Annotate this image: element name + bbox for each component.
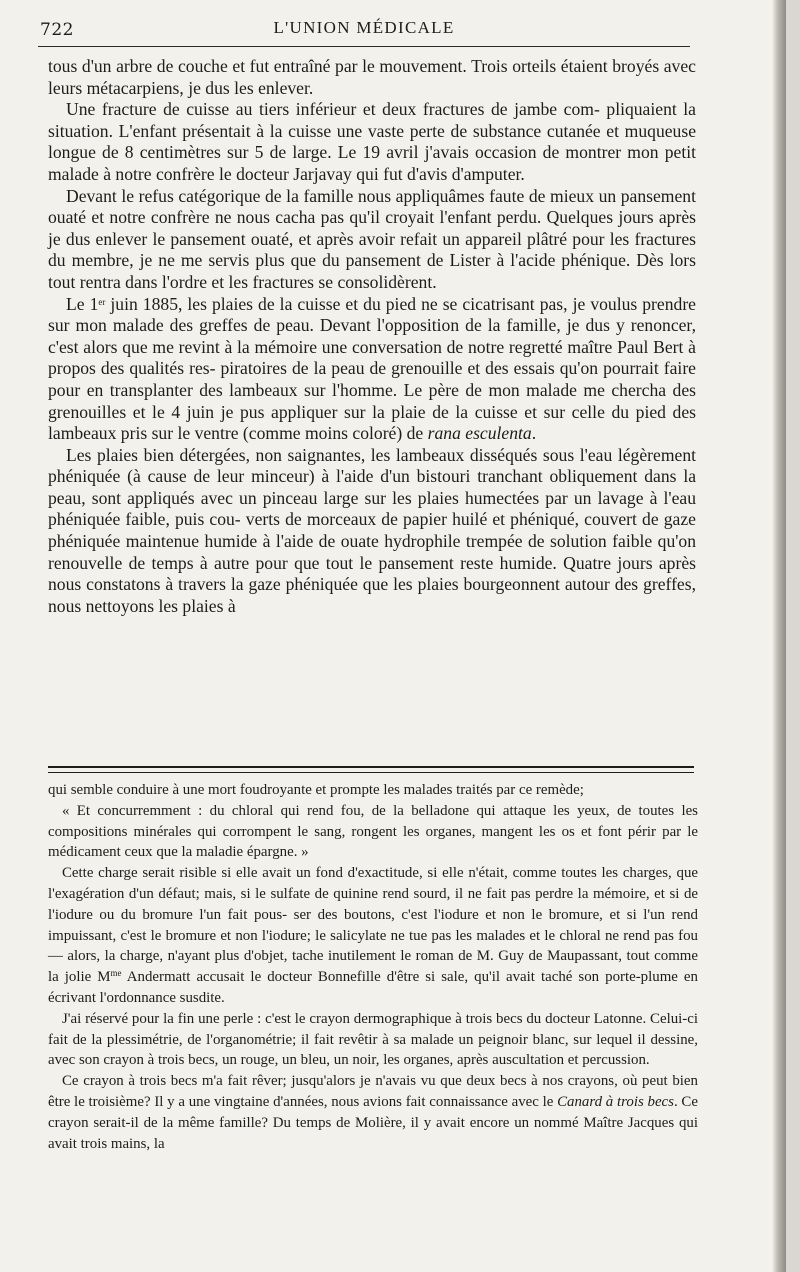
text-line: Les plaies bien détergées, non saignantes, les lambeaux disséqués sous [66, 444, 575, 465]
footnote-separator [48, 766, 694, 773]
text-line: docteur Latonne. Celui-ci fait de la plessimétrie, de l'organométrie; il fait revêtir à sa [48, 1010, 698, 1048]
text-line: cuisse et sur celle du pied des lambeaux pris sur le ventre (comme moins [48, 401, 696, 444]
text-line: « Et concurremment : du chloral qui rend fou, de la belladone qui attaque les yeux, [62, 802, 610, 819]
text-line: piratoires de la peau de grenouille et des essais qu'on pourrait faire pour [48, 358, 696, 400]
page-header [40, 14, 688, 44]
page-binding-edge [772, 0, 786, 1272]
note-paragraph [48, 1009, 698, 1071]
text-line: 19 avril j'avais occasion de montrer mon petit malade à notre confrère le [48, 142, 696, 184]
text-line: mangent les os et font périr par le médicament ceux que la maladie épargne. » [48, 823, 698, 861]
paragraph [48, 294, 696, 445]
text-line: qu'on renouvelle de temps à autre pour que tout le pansement reste [48, 531, 696, 573]
text-line: l'enfant perdu. Quelques jours après je dus enlever le pansement ouaté, et [48, 207, 696, 249]
text-line: docteur Jarjavay qui fut d'avis d'amputer. [236, 163, 525, 184]
text-line: verts de morceaux de papier huilé et phéniqué, couvert de gaze phéniquée [48, 509, 696, 552]
text-line: bromure et non l'iodure; le salicylate ne tue pas les malades et le chloral ne rend pas [165, 927, 674, 944]
text-line: que les plaies bourgeonnent autour des greffes, nous nettoyons les plaies à [48, 574, 696, 616]
text-line: mieux un pansement ouaté et notre confrère ne nous cacha pas qu'il croyait [48, 185, 696, 228]
text-line: Le 1er juin 1885, les plaies de la cuisse et du pied ne se cicatrisant pas, [66, 293, 568, 314]
note-paragraph [48, 863, 698, 1009]
text-line: malade un peignoir blanc, sur lequel il dessine, avec son crayon à trois becs, un rouge, [48, 1031, 699, 1069]
running-title: L'UNION MÉDICALE [273, 18, 455, 37]
footnote-text [48, 780, 698, 1154]
text-line: de la famille, je dus y renoncer, c'est alors que me revint à la mémoire une [48, 315, 696, 357]
text-line: Ce crayon à trois becs m'a fait rêver; jusqu'alors je n'avais vu que deux becs à nos [62, 1073, 564, 1090]
paragraph [48, 56, 696, 99]
paragraph [48, 186, 696, 294]
text-line: coloré) de rana esculenta. [352, 423, 537, 444]
text-line: un bleu, un noir, les organes, après auscultation et percussion. [282, 1052, 650, 1069]
text-line: de toutes les compositions minérales qui corrompent le sang, rongent les organes, [48, 802, 698, 840]
text-line: sourd, il ne fait pas perdre la mémoire, et si de l'iodure ou du bromure l'un fait pous- [48, 885, 699, 923]
main-text [48, 56, 696, 617]
text-line: ser des boutons, c'est l'iodure et non le bromure, et si l'un rend impuissant, c'est le [48, 906, 698, 944]
text-line: Maupassant, tout comme la jolie $M^{me}$ Andermatt accusait le docteur Bonnefille d'être si [48, 948, 699, 986]
text-line: l'eau légèrement phéniquée (à cause de leur minceur) à l'aide d'un bistouri [48, 444, 696, 487]
page-number: 722 [40, 20, 74, 40]
text-line: après avoir refait un appareil plâtré pour les fractures du membre, je ne [48, 228, 696, 271]
text-line: Cette charge serait risible si elle avait un fond d'exactitude, si elle n'était, comme [62, 865, 557, 882]
text-line: tout rentra dans l'ordre et les fractures se consolidèrent. [48, 271, 437, 292]
paragraph [48, 445, 696, 618]
text-line: remède; [535, 782, 584, 798]
text-line: sur les plaies humectées par un lavage à l'eau phéniquée faible, puis cou- [48, 487, 697, 530]
text-line: crayons, où peut bien être le troisième? Il y a une vingtaine d'années, nous avions fait [48, 1073, 698, 1110]
text-line: me servis plus que du pansement de Lister à l'acide phénique. Dès lors [180, 250, 696, 271]
note-paragraph [48, 801, 698, 863]
paragraph [48, 99, 696, 185]
text-line: humide. Quatre jours après nous constatons à travers la gaze phéniquée [48, 552, 696, 595]
text-line: pliquaient la situation. L'enfant présentait à la cuisse une vaste perte de [48, 99, 696, 141]
text-line: connaissance avec le Canard à trois becs. Ce crayon serait-il de la même famille? Du [48, 1093, 698, 1131]
text-line: qui semble conduire à une mort foudroyante et prompte les malades traités par ce [48, 782, 533, 798]
text-line: sale, qu'il avait taché son porte-plume en écrivant l'ordonnance susdite. [48, 969, 698, 1006]
text-line: en transplanter des lambeaux sur l'homme. Le père de mon malade me [86, 379, 605, 400]
text-line: conversation de notre regretté maître Paul Bert à propos des qualités res- [48, 336, 696, 379]
text-line: toutes les charges, que l'exagération d'un défaut; mais, si le sulfate de quinine rend [48, 865, 699, 902]
note-paragraph [48, 1071, 698, 1154]
text-line: je voulus prendre sur mon malade des greffes de peau. Devant l'opposition [48, 293, 696, 336]
header-rule [38, 46, 690, 47]
text-line: tous d'un arbre de couche et fut entraîné par le mouvement. Trois orteils [48, 56, 557, 76]
text-line: substance cutanée et muqueuse longue de 8 centimètres sur 5 de large. Le [48, 120, 696, 163]
text-line: temps de Molière, il y avait encore un nommé Maître Jacques qui avait trois mains, la [48, 1114, 698, 1152]
text-line: étaient broyés avec leurs métacarpiens, je dus les enlever. [48, 56, 696, 98]
text-line: J'ai réservé pour la fin une perle : c'est le crayon dermographique à trois becs du [62, 1010, 542, 1027]
text-line: tranchant obliquement dans la peau, sont appliqués avec un pinceau large [48, 466, 697, 508]
note-paragraph [48, 780, 698, 801]
text-line: fou — alors, la charge, n'ayant plus d'objet, tache inutilement le roman de M. Guy de [48, 927, 698, 965]
text-line: maintenue humide à l'aide de ouate hydrophile trempée de solution faible [125, 531, 653, 552]
text-line: chercha des grenouilles et le 4 juin je pus appliquer sur la plaie de la [48, 379, 696, 422]
text-line: Devant le refus catégorique de la famille nous appliquâmes faute de [66, 185, 546, 206]
text-line: Une fracture de cuisse au tiers inférieur et deux fractures de jambe com- [66, 99, 600, 120]
